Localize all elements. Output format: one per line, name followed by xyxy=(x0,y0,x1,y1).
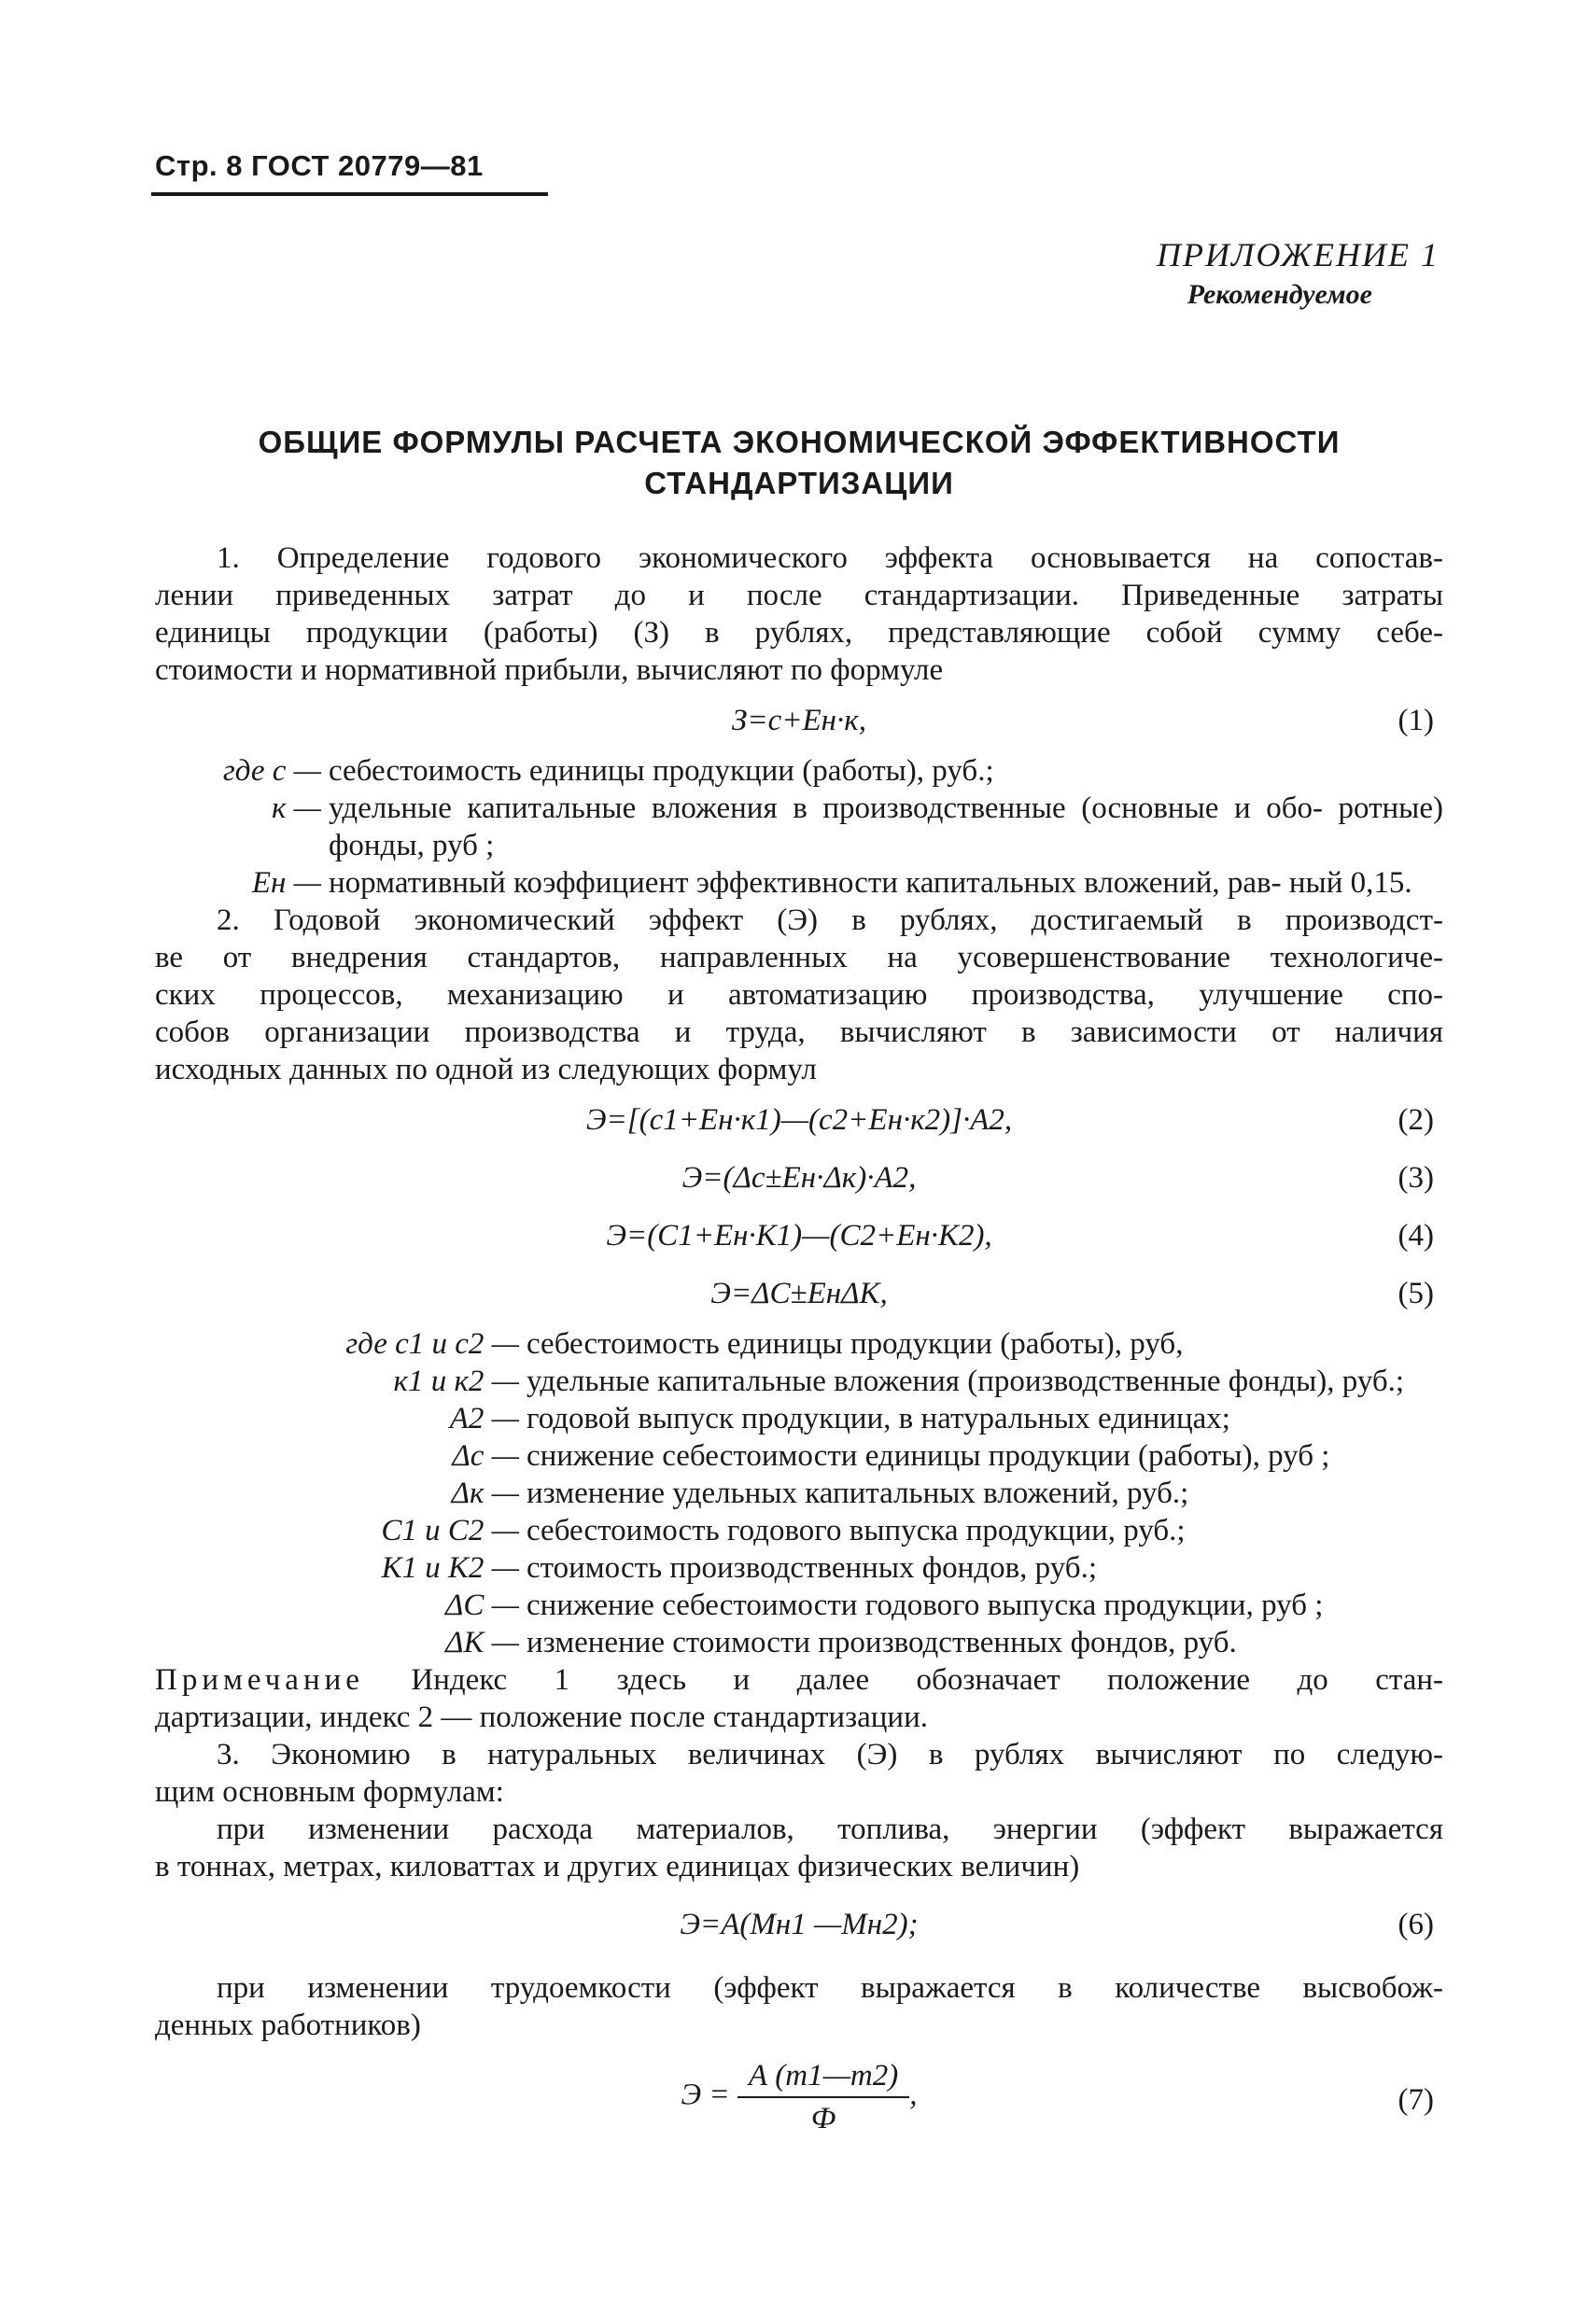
definition-item xyxy=(155,1587,1443,1624)
section-3-case-2 xyxy=(155,1969,1443,2044)
section-2-text xyxy=(155,902,1443,1088)
formula-5 xyxy=(155,1267,1443,1320)
appendix-title: ПРИЛОЖЕНИЕ 1 xyxy=(1157,236,1440,273)
note xyxy=(155,1661,1443,1736)
definition-text: изменение стоимости производственных фондов, руб. xyxy=(527,1626,1237,1659)
text-line: стоимости и нормативной прибыли, вычисляют по формуле xyxy=(155,653,944,687)
definition-text: годовой выпуск продукции, в натуральных единицах; xyxy=(527,1402,1230,1435)
definition-item xyxy=(155,1325,1443,1363)
definition-text: себестоимость годового выпуска продукции, руб.; xyxy=(527,1514,1186,1547)
definition-text: себестоимость единицы продукции (работы), руб, xyxy=(527,1327,1184,1361)
definition-item xyxy=(155,790,1443,864)
formula-number: (1) xyxy=(1397,704,1434,737)
section-2-definitions xyxy=(155,1325,1443,1661)
formula-expression: Э = $\frac{А (т1—т2)}{Ф}$ , xyxy=(681,2059,918,2135)
formula-expression: З=с+Ен·к, xyxy=(732,704,866,737)
definition-key: Δк — xyxy=(451,1477,519,1510)
definition-text: удельные капитальные вложения в производственные (основные и обо- ротные) фонды, руб ; xyxy=(329,791,1443,862)
appendix-block xyxy=(1157,233,1440,314)
formula-number: (5) xyxy=(1397,1277,1434,1310)
definition-item xyxy=(155,752,1443,790)
title-line-1: ОБЩИЕ ФОРМУЛЫ РАСЧЕТА ЭКОНОМИЧЕСКОЙ ЭФФЕКТИВНОСТИ xyxy=(258,425,1341,459)
document-body xyxy=(155,539,1443,2156)
definition-key: К1 и К2 — xyxy=(381,1551,519,1585)
text-line: денных работников) xyxy=(155,2009,421,2042)
formula-expression: Э=[(с1+Ен·к1)—(с2+Ен·к2)]·А2, xyxy=(585,1103,1013,1137)
note-text: Индекс 1 здесь и далее обозначает положение до стан- xyxy=(411,1663,1443,1697)
definition-item xyxy=(155,1475,1443,1512)
note-line xyxy=(155,1661,1443,1699)
text-line: лении приведенных затрат до и после стандартизации. Приведенные затраты xyxy=(155,579,1443,612)
definition-item xyxy=(155,1512,1443,1549)
formula-7 xyxy=(155,2053,1443,2150)
definition-key: Δс — xyxy=(452,1439,519,1473)
definition-item xyxy=(155,1363,1443,1400)
definition-text: стоимость производственных фондов, руб.; xyxy=(527,1551,1098,1585)
section-1-definitions xyxy=(155,752,1443,902)
definition-text: снижение себестоимости единицы продукции (работы), руб ; xyxy=(527,1439,1330,1473)
text-line: при изменении трудоемкости (эффект выражается в количестве высвобож- xyxy=(217,1971,1443,2005)
text-line: 1. Определение годового экономического эффекта основывается на сопостав- xyxy=(217,541,1443,575)
text-line: при изменении расхода материалов, топлива, энергии (эффект выражается xyxy=(217,1813,1443,1846)
formula-3 xyxy=(155,1152,1443,1204)
formula-1 xyxy=(155,694,1443,747)
page-header: Стр. 8 ГОСТ 20779—81 xyxy=(155,149,484,182)
definition-key: С1 и С2 — xyxy=(381,1514,519,1547)
definition-text: нормативный коэффициент эффективности капитальных вложений, рав- ный 0,15. xyxy=(329,866,1412,900)
note-line: дартизации, индекс 2 — положение после стандартизации. xyxy=(155,1701,928,1734)
section-1-text xyxy=(155,539,1443,689)
formula-4 xyxy=(155,1210,1443,1262)
text-line: в тоннах, метрах, киловаттах и других единицах физических величин) xyxy=(155,1850,1080,1883)
formula-number: (6) xyxy=(1397,1908,1434,1941)
fraction xyxy=(737,2057,909,2137)
text-line: собов организации производства и труда, вычисляют в зависимости от наличия xyxy=(155,1015,1443,1049)
definition-key: где с1 и с2 — xyxy=(345,1327,519,1361)
definition-key: где с — xyxy=(222,754,321,788)
formula-lhs: Э = xyxy=(681,2078,730,2112)
definition-key: ΔС — xyxy=(445,1589,519,1622)
text-line: исходных данных по одной из следующих формул xyxy=(155,1053,817,1086)
definition-item xyxy=(155,864,1443,902)
definition-key: к1 и к2 — xyxy=(393,1365,519,1398)
definition-key: ΔК — xyxy=(445,1626,519,1659)
formula-expression: Э=А(Мн1 —Мн2); xyxy=(680,1908,919,1941)
formula-number: (3) xyxy=(1397,1161,1434,1195)
formula-number: (7) xyxy=(1397,2083,1434,2117)
definition-text: удельные капитальные вложения (производственные фонды), руб.; xyxy=(527,1365,1405,1398)
text-line: 2. Годовой экономический эффект (Э) в рублях, достигаемый в производст- xyxy=(217,903,1443,937)
fraction-numerator: А (т1—т2) xyxy=(737,2057,909,2098)
appendix-subtitle: Рекомендуемое xyxy=(1187,279,1372,310)
definition-key: к — xyxy=(271,791,321,825)
text-line: 3. Экономию в натуральных величинах (Э) в рублях вычисляют по следую- xyxy=(217,1738,1443,1771)
document-title xyxy=(155,422,1443,504)
formula-expression: Э=ΔС±ЕнΔК, xyxy=(710,1277,888,1310)
definition-text: снижение себестоимости годового выпуска продукции, руб ; xyxy=(527,1589,1324,1622)
title-line-2: СТАНДАРТИЗАЦИИ xyxy=(644,466,954,500)
formula-2 xyxy=(155,1094,1443,1146)
formula-expression: Э=(С1+Ен·К1)—(С2+Ен·К2), xyxy=(606,1219,992,1253)
formula-number: (2) xyxy=(1397,1103,1434,1137)
formula-expression: Э=(Δс±Ен·Δк)·А2, xyxy=(681,1161,917,1195)
definition-text: себестоимость единицы продукции (работы), руб.; xyxy=(329,754,994,788)
fraction-denominator: Ф xyxy=(810,2102,836,2135)
definition-key: Ен — xyxy=(251,866,321,900)
definition-item xyxy=(155,1400,1443,1437)
text-line: единицы продукции (работы) (З) в рублях, представляющие собой сумму себе- xyxy=(155,616,1443,650)
definition-text: изменение удельных капитальных вложений, руб.; xyxy=(527,1477,1189,1510)
definition-item xyxy=(155,1549,1443,1587)
note-label: Примечание xyxy=(155,1663,364,1697)
header-rule xyxy=(151,192,548,196)
text-line: щим основным формулам: xyxy=(155,1775,504,1809)
formula-number: (4) xyxy=(1397,1219,1434,1253)
definition-key: А2 — xyxy=(449,1402,519,1435)
section-3-text xyxy=(155,1736,1443,1885)
definition-item xyxy=(155,1437,1443,1475)
text-line: ве от внедрения стандартов, направленных на усовершенствование технологиче- xyxy=(155,941,1443,974)
definition-item xyxy=(155,1624,1443,1661)
formula-6 xyxy=(155,1891,1443,1956)
text-line: ских процессов, механизацию и автоматизацию производства, улучшение спо- xyxy=(155,978,1443,1012)
